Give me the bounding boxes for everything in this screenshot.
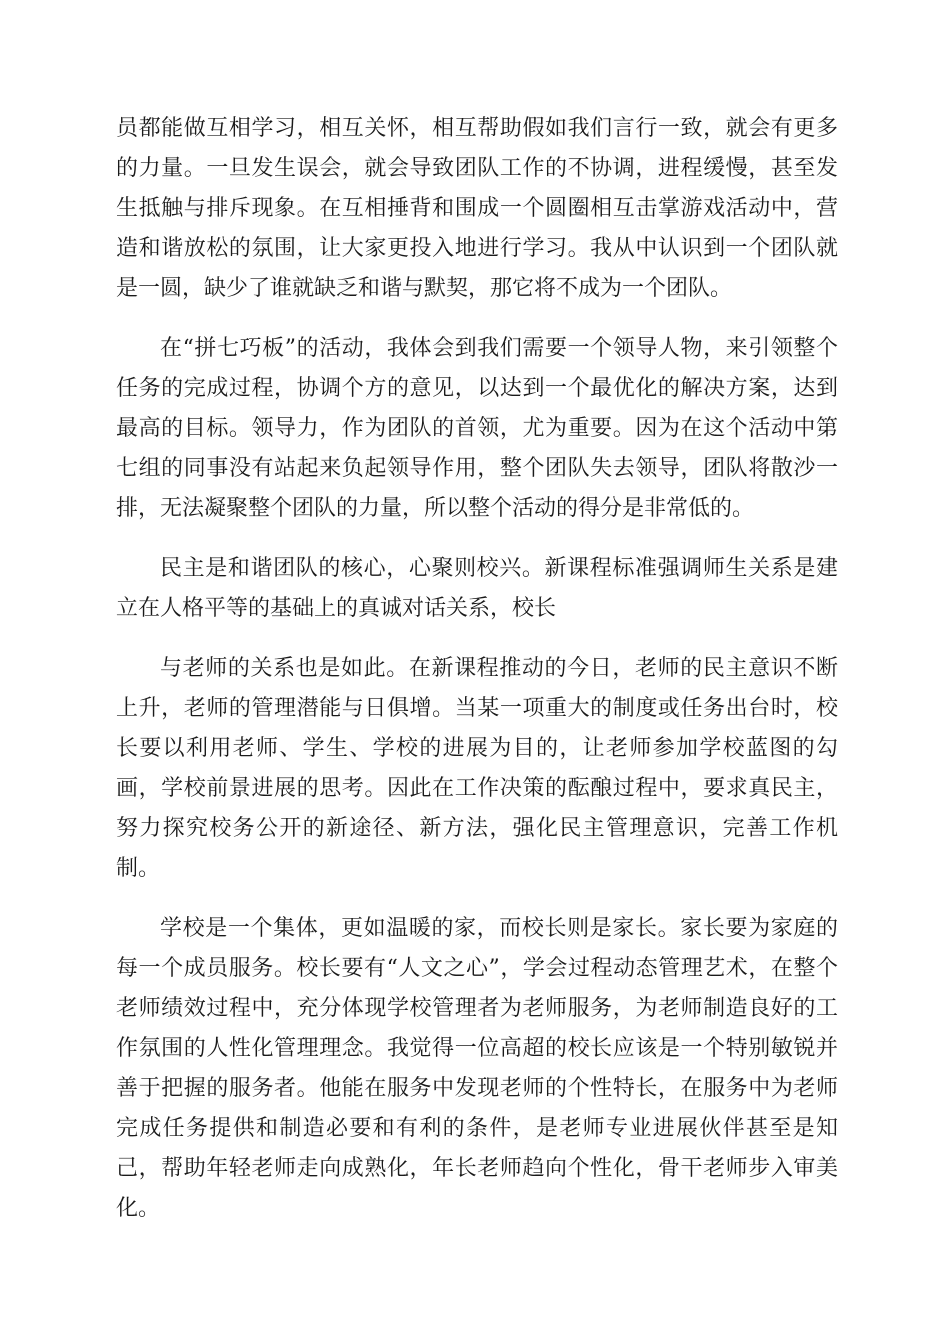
paragraph-1: 员都能做互相学习，相互关怀，相互帮助假如我们言行一致，就会有更多的力量。一旦发生误会，就会导致团队工作的不协调，进程缓慢，甚至发生抵触与排斥现象。在互相捶背和围成一个圆圈相互击掌游戏活动中，营造和谐放松的氛围，让大家更投入地进行学习。我从中认识到一个团队就是一圆，缺少了谁就缺乏和谐与默契，那它将不成为一个团队。	[116, 116, 838, 301]
paragraph-5: 学校是一个集体，更如温暖的家，而校长则是家长。家长要为家庭的每一个成员服务。校长要有“人文之心”，学会过程动态管理艺术，在整个老师绩效过程中，充分体现学校管理者为老师服务，为老师制造良好的工作氛围的人性化管理理念。我觉得一位高超的校长应该是一个特别敏锐并善于把握的服务者。他能在服务中发现老师的个性特长，在服务中为老师完成任务提供和制造必要和有利的条件，是老师专业进展伙伴甚至是知己，帮助年轻老师走向成熟化，年长老师趋向个性化，骨干老师步入审美化。	[116, 916, 838, 1221]
paragraph-3: 民主是和谐团队的核心，心聚则校兴。新课程标准强调师生关系是建立在人格平等的基础上的真诚对话关系，校长	[116, 556, 838, 621]
document-body	[116, 109, 838, 1249]
paragraph-2: 在“拼七巧板”的活动，我体会到我们需要一个领导人物，来引领整个任务的完成过程，协调个方的意见，以达到一个最优化的解决方案，达到最高的目标。领导力，作为团队的首领，尤为重要。因为在这个活动中第七组的同事没有站起来负起领导作用，整个团队失去领导，团队将散沙一排，无法凝聚整个团队的力量，所以整个活动的得分是非常低的。	[116, 336, 838, 521]
paragraph-4: 与老师的关系也是如此。在新课程推动的今日，老师的民主意识不断上升，老师的管理潜能与日俱增。当某一项重大的制度或任务出台时，校长要以利用老师、学生、学校的进展为目的，让老师参加学校蓝图的勾画，学校前景进展的思考。因此在工作决策的酝酿过程中，要求真民主，努力探究校务公开的新途径、新方法，强化民主管理意识，完善工作机制。	[116, 656, 838, 881]
